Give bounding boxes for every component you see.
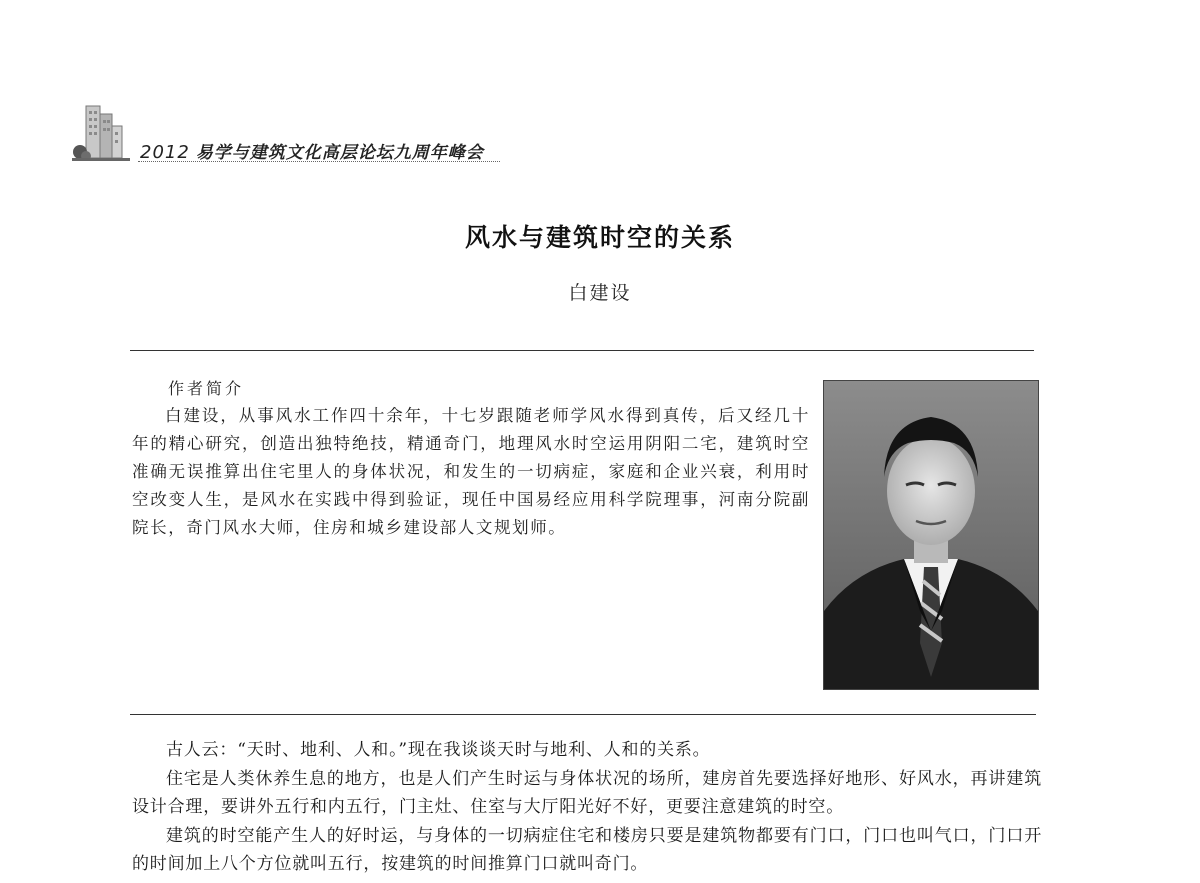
author-photo [823,380,1039,690]
body-paragraph: 建筑的时空能产生人的好时运，与身体的一切病症住宅和楼房只要是建筑物都要有门口，门口也叫气口，门口开的时间加上八个方位就叫五行，按建筑的时间推算门口就叫奇门。 [132,825,1042,874]
running-head-conference: 易学与建筑文化高层论坛九周年峰会 [195,143,484,163]
article-author: 白建设 [568,282,632,304]
article-title: 风水与建筑时空的关系 [464,223,735,252]
bio-text: 白建设，从事风水工作四十余年，十七岁跟随老师学风水得到真传，后又经几十年的精心研究，创造出独特绝技，精通奇门，地理风水时空运用阴阳二宅，建筑时空准确无误推算出住宅里人的身体状况，和发生的一切病症，家庭和企业兴衰，利用时空改变人生，是风水在实践中得到验证，现任中国易经应用科学院理事，河南分院副院长，奇门风水大师，住房和城乡建设部人文规划师。 [132,406,810,537]
body-paragraph: 住宅是人类休养生息的地方，也是人们产生时运与身体状况的场所，建房首先要选择好地形、好风水，再讲建筑设计合理，要讲外五行和内五行，门主灶、住室与大厅阳光好不好，更要注意建筑的时空。 [132,768,1042,817]
running-head-year: 2012 [140,142,190,163]
bio-top-rule [130,350,1034,351]
article-body [132,736,1042,879]
bio-bottom-rule [130,714,1036,715]
bio-heading: 作者简介 [168,379,245,398]
body-paragraph: 古人云：“天时、地利、人和。”现在我谈谈天时与地利、人和的关系。 [166,740,711,760]
running-head-rule [138,161,500,162]
running-head [140,138,484,163]
header-building-logo [72,100,130,164]
